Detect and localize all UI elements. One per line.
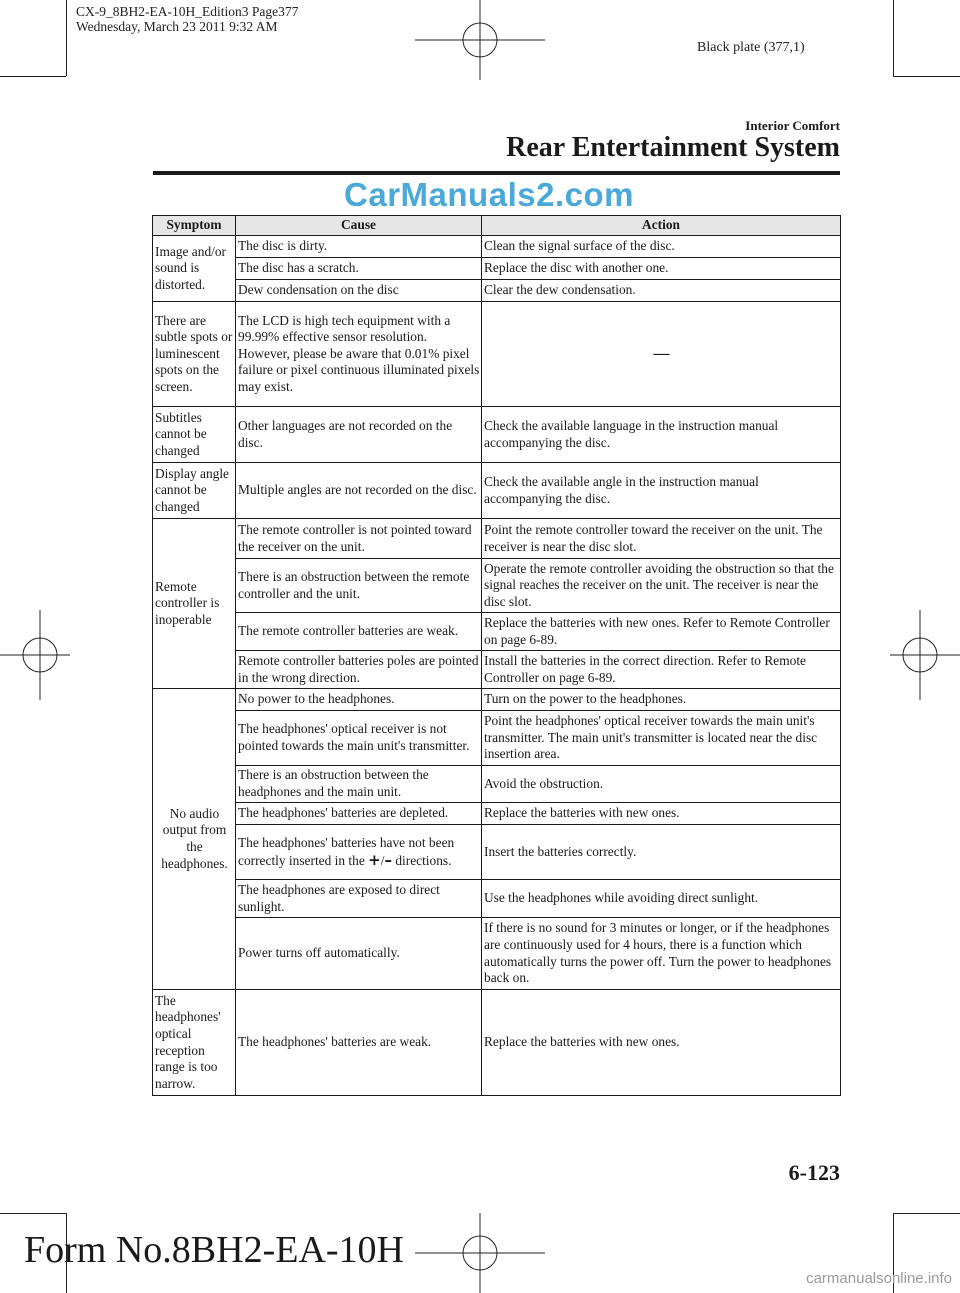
- cause-cell: Dew condensation on the disc: [236, 280, 482, 302]
- cause-cell: The remote controller is not pointed toward the receiver on the unit.: [236, 519, 482, 559]
- symptom-cell: There are subtle spots or luminescent spots on the screen.: [153, 302, 236, 407]
- symptom-cell: No audio output from the headphones.: [153, 689, 236, 990]
- cause-cell: Remote controller batteries poles are pointed in the wrong direction.: [236, 651, 482, 689]
- action-cell: Replace the batteries with new ones.: [482, 803, 841, 825]
- print-header: [76, 4, 298, 34]
- cause-cell: No power to the headphones.: [236, 689, 482, 711]
- file-line: CX-9_8BH2-EA-10H_Edition3 Page377: [76, 4, 299, 19]
- action-cell: Turn on the power to the headphones.: [482, 689, 841, 711]
- header-cause: Cause: [236, 216, 482, 236]
- cause-cell: There is an obstruction between the headphones and the main unit.: [236, 766, 482, 803]
- symptom-cell: Subtitles cannot be changed: [153, 407, 236, 463]
- action-cell: Point the headphones' optical receiver towards the main unit's transmitter. The main unit's transmitter is located near the disc insertion area.: [482, 711, 841, 766]
- action-cell: Replace the disc with another one.: [482, 258, 841, 280]
- cause-cell: The headphones' optical receiver is not pointed towards the main unit's transmitter.: [236, 711, 482, 766]
- cause-cell: The headphones' batteries have not been correctly inserted in the +/– directions.: [236, 825, 482, 880]
- cause-cell: There is an obstruction between the remote controller and the unit.: [236, 559, 482, 613]
- cause-cell: The disc is dirty.: [236, 236, 482, 258]
- action-cell: Install the batteries in the correct direction. Refer to Remote Controller on page 6-89.: [482, 651, 841, 689]
- registration-mark-right: [890, 610, 960, 700]
- section-label: Interior Comfort: [745, 118, 840, 133]
- table-row: [153, 236, 841, 258]
- symptom-cell: Display angle cannot be changed: [153, 463, 236, 519]
- page-number: 6-123: [788, 1160, 840, 1185]
- cause-cell: Multiple angles are not recorded on the disc.: [236, 463, 482, 519]
- table-row: [153, 711, 841, 766]
- action-cell: Check the available language in the instruction manual accompanying the disc.: [482, 407, 841, 463]
- watermark-logo: CarManuals2.com: [344, 176, 634, 213]
- table-row: [153, 258, 841, 280]
- action-cell: Insert the batteries correctly.: [482, 825, 841, 880]
- table-row: [153, 918, 841, 990]
- crop-mark: [66, 0, 67, 76]
- action-cell: Use the headphones while avoiding direct sunlight.: [482, 880, 841, 918]
- table-row: [153, 689, 841, 711]
- action-cell: If there is no sound for 3 minutes or longer, or if the headphones are continuously used for 4 hours, there is a function which automatically turns the power off. Turn the power to headphones back on.: [482, 918, 841, 990]
- minus-icon: –: [384, 850, 392, 869]
- crop-mark: [893, 0, 894, 76]
- cause-cell: The disc has a scratch.: [236, 258, 482, 280]
- title-rule: [153, 171, 840, 175]
- table-row: [153, 825, 841, 880]
- table-row: [153, 613, 841, 651]
- symptom-cell: Remote controller is inoperable: [153, 519, 236, 689]
- cause-cell: The headphones' batteries are weak.: [236, 990, 482, 1096]
- symptom-cell: The headphones' optical reception range is too narrow.: [153, 990, 236, 1096]
- cause-cell: Other languages are not recorded on the disc.: [236, 407, 482, 463]
- action-cell: Operate the remote controller avoiding the obstruction so that the signal reaches the receiver on the unit. The receiver is near the disc slot.: [482, 559, 841, 613]
- footer-watermark: carmanualsonline.info: [806, 1270, 952, 1287]
- registration-mark-left: [0, 610, 70, 700]
- date-line: Wednesday, March 23 2011 9:32 AM: [76, 19, 278, 34]
- table-row: [153, 990, 841, 1096]
- registration-mark-bottom: [410, 1213, 550, 1293]
- table-row: [153, 559, 841, 613]
- action-cell: Replace the batteries with new ones.: [482, 990, 841, 1096]
- table-row: [153, 766, 841, 803]
- action-cell: Avoid the obstruction.: [482, 766, 841, 803]
- plus-icon: +: [368, 850, 381, 869]
- action-cell: Replace the batteries with new ones. Refer to Remote Controller on page 6-89.: [482, 613, 841, 651]
- action-cell: Clean the signal surface of the disc.: [482, 236, 841, 258]
- form-number: Form No.8BH2-EA-10H: [24, 1229, 404, 1271]
- cause-cell: Power turns off automatically.: [236, 918, 482, 990]
- page-title: Rear Entertainment System: [506, 132, 840, 163]
- cause-cell: The remote controller batteries are weak.: [236, 613, 482, 651]
- table-row: [153, 519, 841, 559]
- cause-cell: The headphones' batteries are depleted.: [236, 803, 482, 825]
- crop-mark: [893, 1213, 960, 1214]
- table-row: [153, 280, 841, 302]
- crop-mark: [893, 76, 960, 77]
- action-cell: —: [482, 302, 841, 407]
- action-cell: Point the remote controller toward the receiver on the unit. The receiver is near the disc slot.: [482, 519, 841, 559]
- cause-text: The headphones' batteries have not been correctly inserted in the: [238, 834, 455, 868]
- troubleshooting-table: [152, 215, 841, 1096]
- table-header-row: [153, 216, 841, 236]
- crop-mark: [0, 1213, 66, 1214]
- table-row: [153, 407, 841, 463]
- table-row: [153, 803, 841, 825]
- symptom-cell: Image and/or sound is distorted.: [153, 236, 236, 302]
- table-row: [153, 651, 841, 689]
- cause-cell: The LCD is high tech equipment with a 99.99% effective sensor resolution. However, please be aware that 0.01% pixel failure or pixel continuous illuminated pixels may exist.: [236, 302, 482, 407]
- table-row: [153, 880, 841, 918]
- plate-label: Black plate (377,1): [697, 40, 805, 55]
- cause-text-tail: directions.: [395, 852, 452, 868]
- action-cell: Check the available angle in the instruction manual accompanying the disc.: [482, 463, 841, 519]
- header-symptom: Symptom: [153, 216, 236, 236]
- crop-mark: [0, 76, 66, 77]
- table-row: [153, 463, 841, 519]
- action-cell: Clear the dew condensation.: [482, 280, 841, 302]
- cause-cell: The headphones are exposed to direct sunlight.: [236, 880, 482, 918]
- header-action: Action: [482, 216, 841, 236]
- registration-mark-top: [410, 0, 550, 80]
- table-row: [153, 302, 841, 407]
